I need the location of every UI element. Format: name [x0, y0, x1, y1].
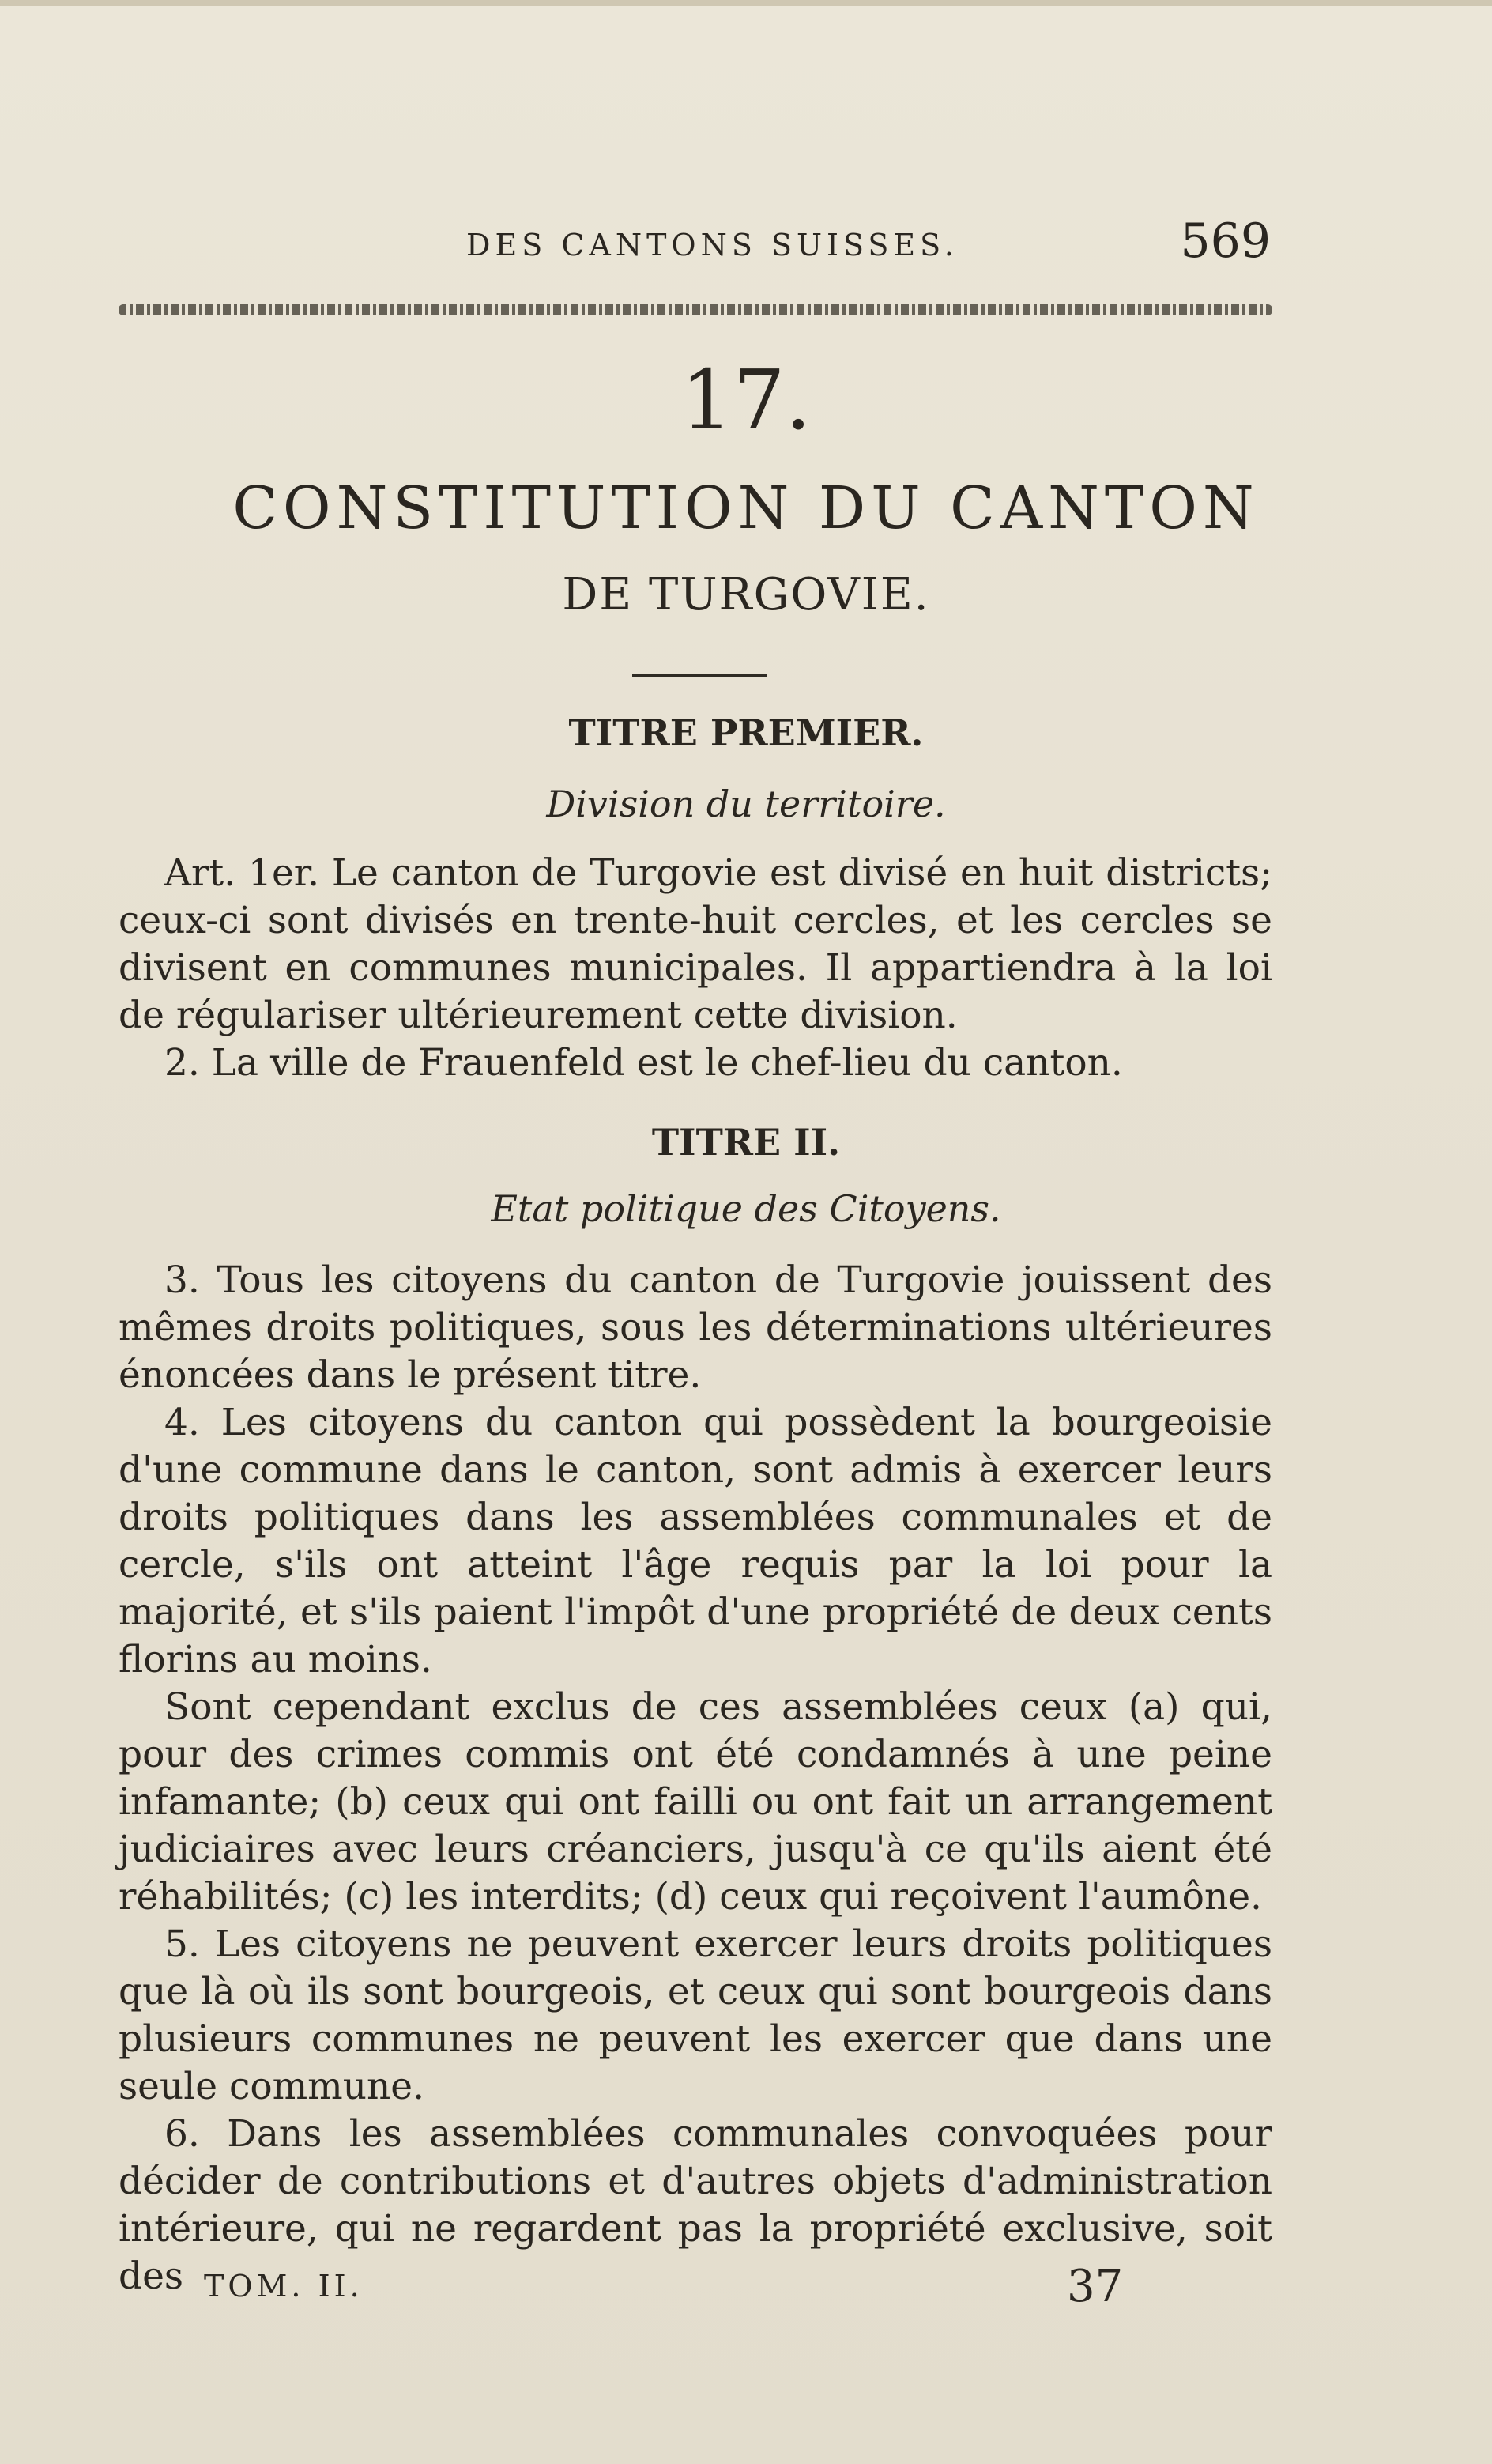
page-footer — [0, 2261, 1492, 2324]
article-paragraph: Sont cependant exclus de ces assemblées ceux (a) qui, pour des crimes commis ont été condamnés à une peine infamante; (b) ceux qui ont failli ou ont fait un arrangement judiciaires avec leurs créanciers, jusqu'à ce qu'ils aient été réhabilités; (c) les interdits; (d) ceux qui reçoivent l'aumône. — [119, 1685, 1272, 1919]
volume-label: TOM. II. — [204, 2269, 364, 2304]
chapter-number: 17. — [680, 352, 812, 448]
ornamental-rule — [119, 304, 1272, 315]
article-paragraph: 6. Dans les assemblées communales convoquées pour décider de contributions et d'autres objets d'administration intérieure, qui ne regardent pas la propriété exclusive, soit des — [119, 2112, 1272, 2298]
section-body-1 — [119, 850, 1272, 1087]
section-subtitle-2: Etat politique des Citoyens. — [491, 1187, 1001, 1230]
running-title: DES CANTONS SUISSES. — [466, 228, 959, 262]
signature-mark: 37 — [1067, 2261, 1124, 2312]
chapter-subtitle: DE TURGOVIE. — [562, 569, 930, 621]
article-paragraph: 2. La ville de Frauenfeld est le chef-lieu du canton. — [164, 1041, 1123, 1085]
article-paragraph: 3. Tous les citoyens du canton de Turgovie jouissent des mêmes droits politiques, sous les déterminations ultérieures énoncées dans le présent titre. — [119, 1258, 1272, 1397]
title-divider — [632, 674, 767, 677]
chapter-title: CONSTITUTION DU CANTON — [232, 474, 1260, 542]
article-paragraph: 5. Les citoyens ne peuvent exercer leurs droits politiques que là où ils sont bourgeois, et ceux qui sont bourgeois dans plusieurs communes ne peuvent les exercer que dans une seule commune. — [119, 1923, 1272, 2108]
section-subtitle-1: Division du territoire. — [546, 783, 946, 825]
section-body-2 — [119, 1257, 1272, 2300]
page-number: 569 — [1180, 213, 1271, 269]
article-paragraph: Art. 1er. Le canton de Turgovie est divisé en huit districts; ceux-ci sont divisés en trente-huit cercles, et les cercles se divisent en communes municipales. Il appartiendra à la loi de régulariser ultérieurement cette division. — [119, 851, 1272, 1037]
article-paragraph: 4. Les citoyens du canton qui possèdent la bourgeoisie d'une commune dans le canton, sont admis à exercer leurs droits politiques dans les assemblées communales et de cercle, s'ils ont atteint l'âge requis par la loi pour la majorité, et s'ils paient l'impôt d'une propriété de deux cents florins au moins. — [119, 1401, 1272, 1681]
running-header — [0, 213, 1492, 285]
section-title-2: TITRE II. — [651, 1121, 841, 1164]
section-title-1: TITRE PREMIER. — [568, 711, 924, 754]
page-top-edge — [0, 0, 1492, 6]
